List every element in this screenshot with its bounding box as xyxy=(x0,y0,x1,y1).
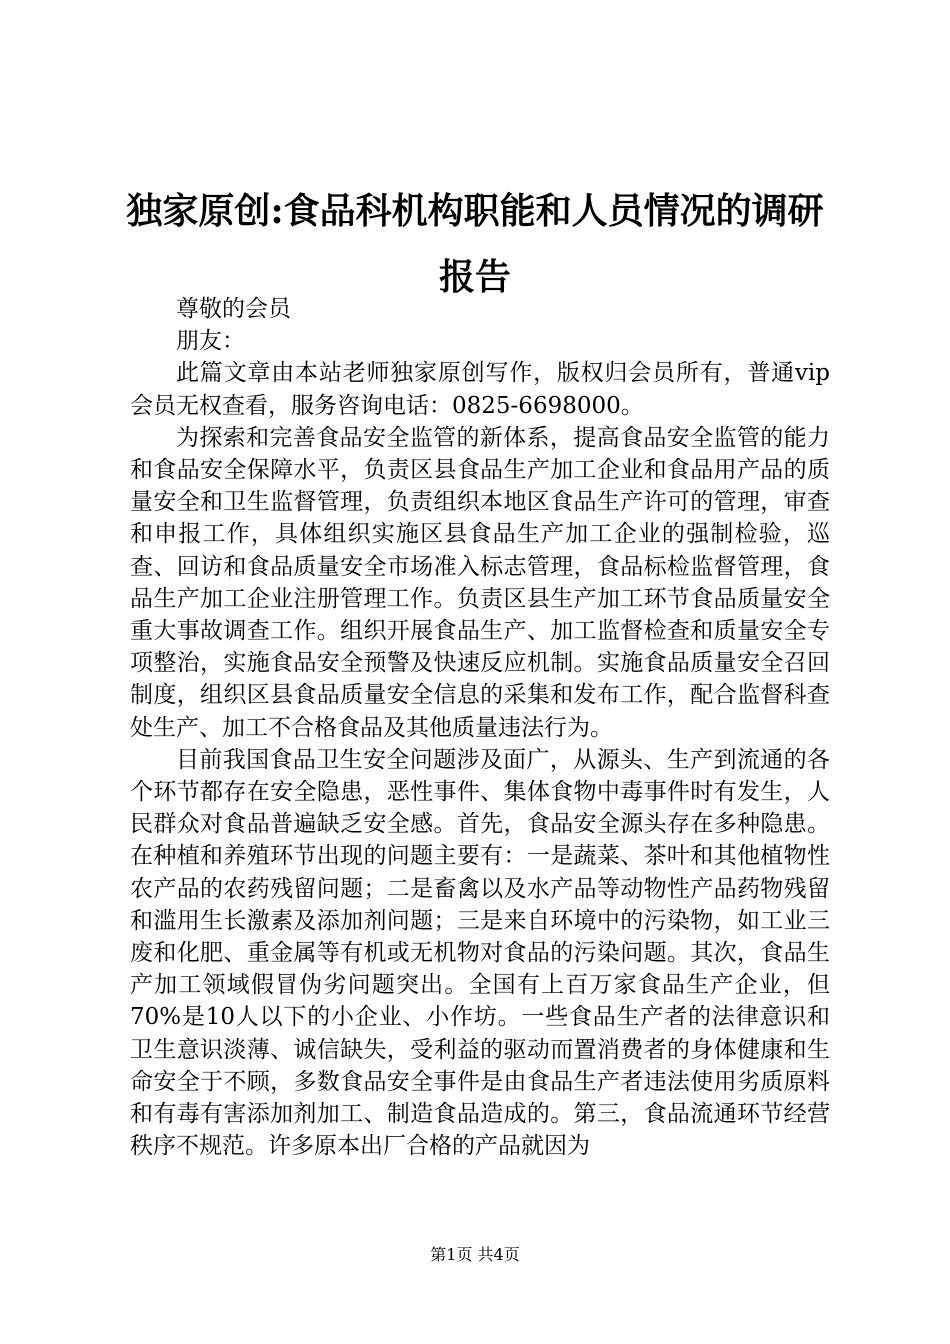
paragraph-copyright-notice: 此篇文章由本站老师独家原创写作，版权归会员所有，普通vip会员无权查看，服务咨询电话：0825-6698000。 xyxy=(130,360,830,419)
salutation-line: 朋友： xyxy=(176,328,245,355)
paragraph-food-safety-issues: 目前我国食品卫生安全问题涉及面广，从源头、生产到流通的各个环节都存在安全隐患，恶性事件、集体食物中毒事件时有发生，人民群众对食品普遍缺乏安全感。首先，食品安全源头存在多种隐患。在种植和养殖环节出现的问题主要有：一是蔬菜、茶叶和其他植物性农产品的农药残留问题；二是畜禽以及水产品等动物性产品药物残留和滥用生长激素及添加剂问题；三是来自环境中的污染物，如工业三废和化肥、重金属等有机或无机物对食品的污染问题。其次，食品生产加工领域假冒伪劣问题突出。全国有上百万家食品生产企业，但70%是10人以下的小企业、小作坊。一些食品生产者的法律意识和卫生意识淡薄、诚信缺失，受利益的驱动而置消费者的身体健康和生命安全于不顾，多数食品安全事件是由食品生产者违法使用劣质原料和有毒有害添加剂加工、制造食品造成的。第三，食品流通环节经营秩序不规范。许多原本出厂合格的产品就因为 xyxy=(130,746,830,1160)
page-footer: 第1页 共4页 xyxy=(430,1245,520,1264)
salutation-line: 尊敬的会员 xyxy=(176,296,291,322)
paragraph-responsibilities: 为探索和完善食品安全监管的新体系，提高食品安全监管的能力和食品安全保障水平，负责区县食品生产加工企业和食品用产品的质量安全和卫生监督管理，负责组织本地区食品生产许可的管理，审查和申报工作，具体组织实施区县食品生产加工企业的强制检验，巡查、回访和食品质量安全市场准入标志管理，食品标检监督管理，食品生产加工企业注册管理工作。负责区县生产加工环节食品质量安全重大事故调查工作。组织开展食品生产、加工监督检查和质量安全专项整治，实施食品安全预警及快速反应机制。实施食品质量安全召回制度，组织区县食品质量安全信息的采集和发布工作，配合监督科查处生产、加工不合格食品及其他质量违法行为。 xyxy=(130,424,830,741)
document-body xyxy=(130,293,830,1162)
document-title: 独家原创:食品科机构职能和人员情况的调研报告 xyxy=(126,190,824,298)
